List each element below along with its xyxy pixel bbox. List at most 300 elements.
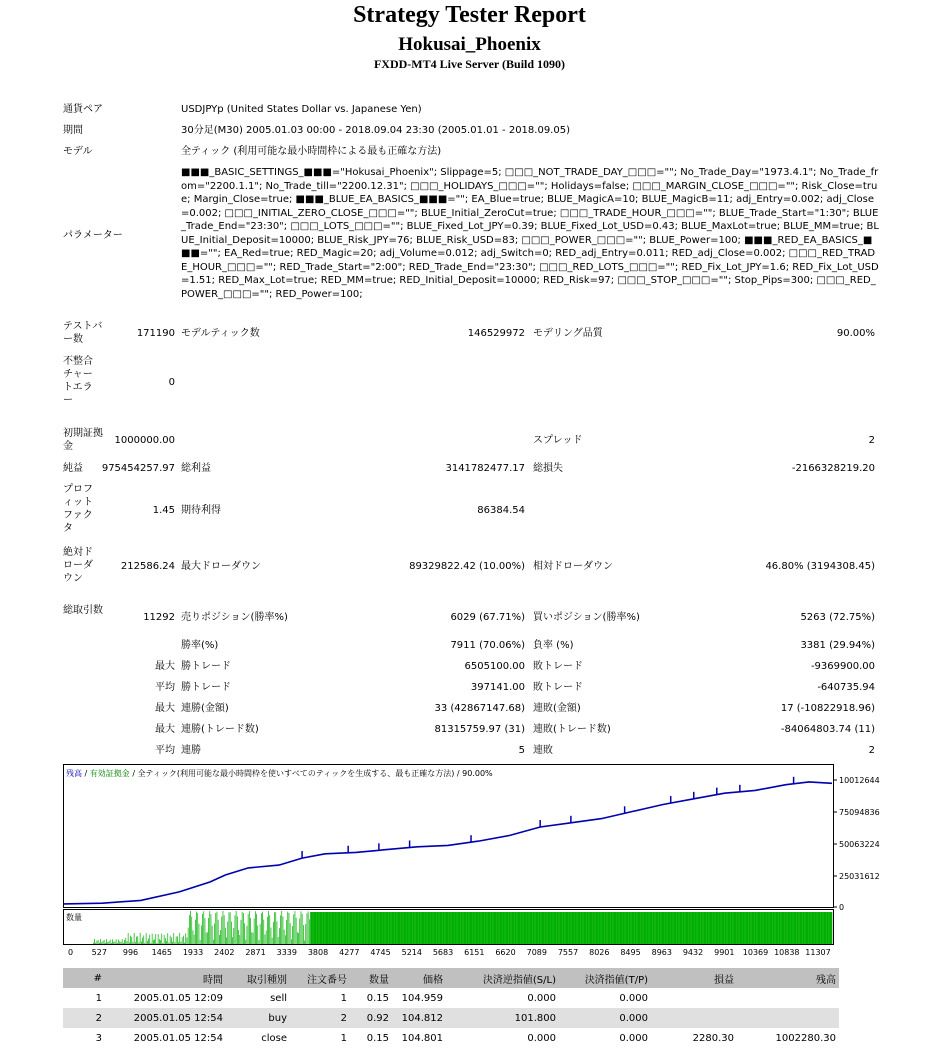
volume-bar [667,912,668,944]
balance-chart [63,764,883,960]
volume-bar [272,938,273,944]
volume-bar [746,912,747,944]
volume-bar [403,912,404,944]
volume-bar [239,935,240,944]
volume-bar [475,912,476,944]
volume-bar [830,912,831,944]
volume-bar [592,912,593,944]
volume-bar [502,912,503,944]
volume-bar [693,912,694,944]
volume-bar [685,912,686,944]
volume-bar [215,913,216,944]
volume-bar [461,912,462,944]
volume-bar [815,912,816,944]
volume-bar [427,912,428,944]
volume-bar [154,939,155,944]
volume-bar [812,912,813,944]
volume-bar [663,912,664,944]
volume-bar [286,920,287,944]
long-label: 買いポジション(勝率%) [533,612,640,623]
volume-bar [182,937,183,944]
volume-bar [170,936,171,945]
volume-bar [662,912,663,944]
volume-bar [727,912,728,944]
volume-bar [562,912,563,944]
volume-bar [329,912,330,944]
volume-bar [819,912,820,944]
ticks-label: モデルティック数 [181,328,260,339]
volume-bar [496,912,497,944]
volume-bar [103,941,104,944]
volume-bar [323,912,324,944]
volume-bar [167,933,168,944]
volume-bar [410,912,411,944]
volume-bar [391,912,392,944]
volume-bar [766,912,767,944]
volume-bar [471,912,472,944]
volume-bar [497,912,498,944]
volume-bar [814,912,815,944]
volume-bar [365,912,366,944]
volume-bar [704,912,705,944]
volume-bar [304,940,305,944]
max-consec-win-trades-label: 連勝(トレード数) [181,724,259,735]
volume-bar [146,933,147,944]
volume-bar [388,912,389,944]
volume-bar [443,912,444,944]
volume-bar [617,912,618,944]
volume-bar [488,912,489,944]
volume-bar [651,912,652,944]
max-dd-label: 最大ドローダウン [181,561,261,572]
volume-bar [245,940,246,944]
volume-bar [645,912,646,944]
cell: 2005.01.05 12:54 [133,1032,223,1044]
volume-bar [776,912,777,944]
volume-bar [561,912,562,944]
table-row [63,1008,839,1028]
volume-bar [153,940,154,944]
volume-bar [635,912,636,944]
volume-bar [404,912,405,944]
volume-bar [689,912,690,944]
volume-bar [589,912,590,944]
volume-bar [136,937,137,944]
volume-bar [291,939,292,944]
volume-bar [717,912,718,944]
volume-bar [514,912,515,944]
volume-bar [529,912,530,944]
volume-bar [789,912,790,944]
volume-bar [332,912,333,944]
cell: 2280.30 [692,1032,734,1044]
volume-bar [541,912,542,944]
volume-bar [255,911,256,944]
volume-bar [795,912,796,944]
volume-bar [267,917,268,944]
volume-bar [123,943,124,944]
volume-bar [709,912,710,944]
volume-bar [379,912,380,944]
max-consec-win-money-label: 連勝(金額) [181,703,229,714]
volume-bar [227,922,228,944]
max-dd-value: 89329822.42 (10.00%) [409,561,525,572]
volume-bar [538,912,539,944]
volume-bar [95,943,96,944]
cell: 3 [95,1032,102,1044]
volume-bar [595,912,596,944]
volume-bar [392,912,393,944]
volume-bar [269,915,270,944]
volume-bar [248,914,249,944]
max-consec-loss-money-label: 連敗(金額) [533,703,581,714]
volume-bar [802,912,803,944]
volume-bar [621,912,622,944]
col-number: # [63,968,105,988]
trades-table [63,968,839,1048]
cell [651,1008,737,1028]
volume-bar [253,933,254,944]
volume-bar [628,912,629,944]
cell: 0.92 [350,1008,392,1028]
volume-bar [826,912,827,944]
volume-bar [507,912,508,944]
volume-bar [753,912,754,944]
volume-bar [569,912,570,944]
volume-bar [641,912,642,944]
cell: 0.000 [527,1032,556,1044]
x-tick-label: 4745 [370,948,391,957]
volume-bar [337,912,338,944]
max-consec-loss-money-value: 17 (-10822918.96) [780,703,875,714]
volume-bar [287,912,288,944]
volume-bar [230,912,231,944]
volume-bar [345,912,346,944]
avg-word: 平均 [155,745,175,756]
volume-bar [145,943,146,944]
volume-bar [152,934,153,944]
volume-bar [713,912,714,944]
x-tick-label: 0 [68,948,74,957]
volume-bar [790,912,791,944]
lossrate-label: 負率 (%) [533,640,574,651]
volume-bar [368,912,369,944]
volume-bar [221,917,222,944]
volume-bar [605,912,606,944]
cell: 1 [95,992,102,1004]
volume-bar [787,912,788,944]
volume-bar [157,943,158,944]
volume-bar [469,912,470,944]
volume-bar [523,912,524,944]
volume-bar [463,912,464,944]
avg-consec-loss-label: 連敗 [533,745,553,756]
volume-bar [97,941,98,945]
cell: 104.959 [401,992,443,1004]
volume-bar [173,933,174,944]
volume-bar [185,933,186,944]
x-tick-label: 9901 [714,948,735,957]
volume-bar [701,912,702,944]
volume-bar [281,911,282,944]
volume-bar [783,912,784,944]
volume-bar [825,912,826,944]
volume-bar [455,912,456,944]
volume-bar [700,912,701,944]
cell: 2 [290,1008,350,1028]
volume-bar [202,914,203,944]
volume-bar [261,913,262,944]
volume-bar [521,912,522,944]
volume-bar [383,912,384,944]
volume-bar [231,922,232,944]
volume-bar [614,912,615,944]
volume-bar [820,912,821,944]
volume-bar [339,912,340,944]
gross-loss-value: -2166328219.20 [791,463,875,474]
volume-bar [340,912,341,944]
volume-bar [745,912,746,944]
volume-bar [406,912,407,944]
volume-bar [754,912,755,944]
deposit-label: 初期証拠金 [63,428,103,452]
params-value: ■■■_BASIC_SETTINGS_■■■="Hokusai_Phoenix"; Slippage=5; □□□_NOT_TRADE_DAY_□□□=""; No_Trade_Day="1973.4.1"; No_Trade_from="2200.1.1"; No_Trade_till="2200.12.31"; □□□_HOLIDAYS_□□□=""; Holidays=false; □□□_MARGIN_CLOSE_□□□=""; Risk_Close=true; Margin_Close=true; ■■■_BLUE_EA_BASICS_■■■=""; EA_Blue=true; BLUE_MagicA=10; BLUE_MagicB=11; adj_Entry=0.002; adj_Close=0.002; □□□_INITIAL_ZERO_CLOSE_□□□=""; BLUE_Initial_ZeroCut=true; □□□_TRADE_HOUR_□□□=""; BLUE_Trade_Start="1:30"; BLUE_Trade_End="23:30"; □□□_LOTS_□□□=""; BLUE_Fixed_Lot_JPY=0.39; BLUE_Fixed_Lot_USD=0.43; BLUE_MaxLot=true; BLUE_MM=true; BLUE_Initial_Deposit=10000; BLUE_Risk_JPY=76; BLUE_Risk_USD=83; □□□_POWER_□□□=""; BLUE_Power=100; ■■■_RED_EA_BASICS_■■■=""; EA_Red=true; RED_Magic=20; adj_Volume=0.012; adj_Switch=0; RED_adj_Entry=0.011; RED_adj_Close=0.002; □□□_RED_TRADE_HOUR_□□□=""; RED_Trade_Start="2:00"; RED_Trade_End="23:30"; □□□_RED_LOTS_□□□=""; RED_Fix_Lot_JPY=1.6; RED_Fix_Lot_USD=1.51; RED_Max_Lot=true; RED_MM=true; RED_Initial_Deposit=10000; RED_Risk=97; □□□_STOP_□□□=""; Stop_Pips=300; □□□_RED_POWER_□□□=""; RED_Power=100; [181,167,879,300]
volume-bar [131,937,132,944]
volume-bar [661,912,662,944]
volume-bar [140,933,141,944]
volume-bar [681,912,682,944]
volume-bar [759,912,760,944]
volume-bar [644,912,645,944]
volume-bar [212,926,213,944]
volume-bar [343,912,344,944]
volume-bar [485,912,486,944]
cell: 104.801 [401,1032,443,1044]
volume-bar [411,912,412,944]
bars-value: 171190 [136,328,175,339]
winrate-label: 勝率(%) [181,640,219,651]
volume-bar [578,912,579,944]
volume-bar [441,912,442,944]
volume-bar [457,912,458,944]
volume-bar [772,912,773,944]
volume-bar [557,912,558,944]
volume-bar [499,912,500,944]
deposit-value: 1000000.00 [114,435,175,446]
table-row [63,988,839,1008]
volume-bar [377,912,378,944]
volume-bar [622,912,623,944]
volume-bar [653,912,654,944]
volume-bar [519,912,520,944]
volume-bar [371,912,372,944]
volume-bar [719,912,720,944]
volume-bar [201,926,202,945]
volume-bar [705,912,706,944]
gross-loss-label: 総損失 [533,463,563,474]
volume-bar [751,912,752,944]
volume-bar [233,928,234,944]
volume-bar [491,912,492,944]
volume-bar [821,912,822,944]
volume-bar [478,912,479,944]
volume-bar [809,912,810,944]
volume-bar [169,943,170,944]
max-consec-win-trades-value: 81315759.97 (31) [434,724,525,735]
volume-bar [134,933,135,944]
model-value: 全ティック (利用可能な最小時間枠による最も正確な方法) [181,146,442,157]
volume-bar [579,912,580,944]
volume-bar [747,912,748,944]
volume-bar [313,912,314,944]
volume-bar [317,912,318,944]
volume-bar [311,912,312,944]
volume-bar [179,933,180,944]
volume-bar [647,912,648,944]
volume-bar [791,912,792,944]
volume-bar [477,912,478,944]
volume-bar [752,912,753,944]
volume-bar [670,912,671,944]
volume-bar [801,912,802,944]
volume-bar [195,920,196,944]
volume-bar [655,912,656,944]
volume-bar [536,912,537,944]
volume-bar [785,912,786,944]
volume-bar [328,912,329,944]
volume-bar [755,912,756,944]
volume-bar [632,912,633,944]
volume-bar [800,912,801,944]
volume-bar [599,912,600,944]
volume-bar [397,912,398,944]
legend-rest: / 全ティック(利用可能な最小時間枠を使いすべてのティックを生成する、最も正確な方法) / 90.00% [129,769,493,778]
col-sl: 決済逆指値(S/L) [446,968,559,988]
col-balance: 残高 [737,968,839,988]
volume-bar [467,912,468,944]
volume-bar [393,912,394,944]
report-title: Strategy Tester Report [353,2,586,28]
volume-bar [757,912,758,944]
volume-bar [831,912,832,944]
avg-consec-loss-value: 2 [868,745,875,756]
volume-bar [487,912,488,944]
volume-bar [389,912,390,944]
volume-bar [361,912,362,944]
volume-bar [725,912,726,944]
volume-bar [172,942,173,944]
volume-bar [484,912,485,944]
volume-bar [121,942,122,944]
cell [737,1008,839,1028]
volume-bar [735,912,736,944]
volume-bar [526,912,527,944]
volume-bar [395,912,396,944]
y-tick-label: 0 [839,903,845,912]
cell: 0.000 [619,1032,648,1044]
cell: 2005.01.05 12:09 [133,992,223,1004]
volume-bar [574,912,575,944]
volume-bar [160,940,161,944]
volume-bar [553,912,554,944]
volume-bar [143,935,144,944]
volume-bar [765,912,766,944]
volume-bar [250,918,251,944]
volume-bar [777,912,778,944]
volume-bar [316,912,317,944]
period-value: 30分足(M30) 2005.01.03 00:00 - 2018.09.04 23:30 (2005.01.01 - 2018.09.05) [181,125,570,136]
volume-bar [315,912,316,944]
volume-bar [665,912,666,944]
largest-loss-label: 敗トレード [533,661,583,672]
volume-bar [520,912,521,944]
volume-bar [566,912,567,944]
volume-bar [631,912,632,944]
volume-bar [413,912,414,944]
volume-bar [302,914,303,944]
volume-bar [147,941,148,944]
volume-bar [394,912,395,944]
volume-bar [295,911,296,944]
chart-legend [66,768,493,778]
volume-bar [139,942,140,944]
volume-bar [547,912,548,944]
volume-bar [429,912,430,944]
volume-bar [347,912,348,944]
volume-bar [116,939,117,944]
volume-bar [188,928,189,944]
volume-bar [387,912,388,944]
volume-bar [506,912,507,944]
volume-bar [629,912,630,944]
max-consec-win-money-value: 33 (42867147.68) [434,703,525,714]
volume-bar [464,912,465,944]
volume-bar [796,912,797,944]
volume-bar [483,912,484,944]
volume-bar [175,942,176,944]
volume-bar [597,912,598,944]
volume-bar [779,912,780,944]
volume-bar [436,912,437,944]
x-tick-label: 5683 [432,948,454,957]
volume-bar [736,912,737,944]
volume-bar [682,912,683,944]
volume-bar [93,943,94,944]
cell [651,988,737,1008]
volume-bar [428,912,429,944]
volume-bar [137,936,138,944]
x-tick-label: 527 [91,948,107,957]
volume-bar [381,912,382,944]
volume-bar [623,912,624,944]
volume-bar [551,912,552,944]
volume-bar [260,924,261,944]
volume-bar [712,912,713,944]
volume-bar [535,912,536,944]
volume-bar [575,912,576,944]
volume-bar [401,912,402,944]
volume-bar [106,939,107,944]
volume-bar [320,912,321,944]
volume-bar [335,912,336,944]
volume-bar [189,915,190,944]
max-consec-loss-trades-value: -84064803.74 (11) [780,724,875,735]
trades-header-row [63,968,839,988]
volume-bar [581,912,582,944]
cell: 1002280.30 [775,1032,836,1044]
volume-bar [817,912,818,944]
volume-bar [716,912,717,944]
